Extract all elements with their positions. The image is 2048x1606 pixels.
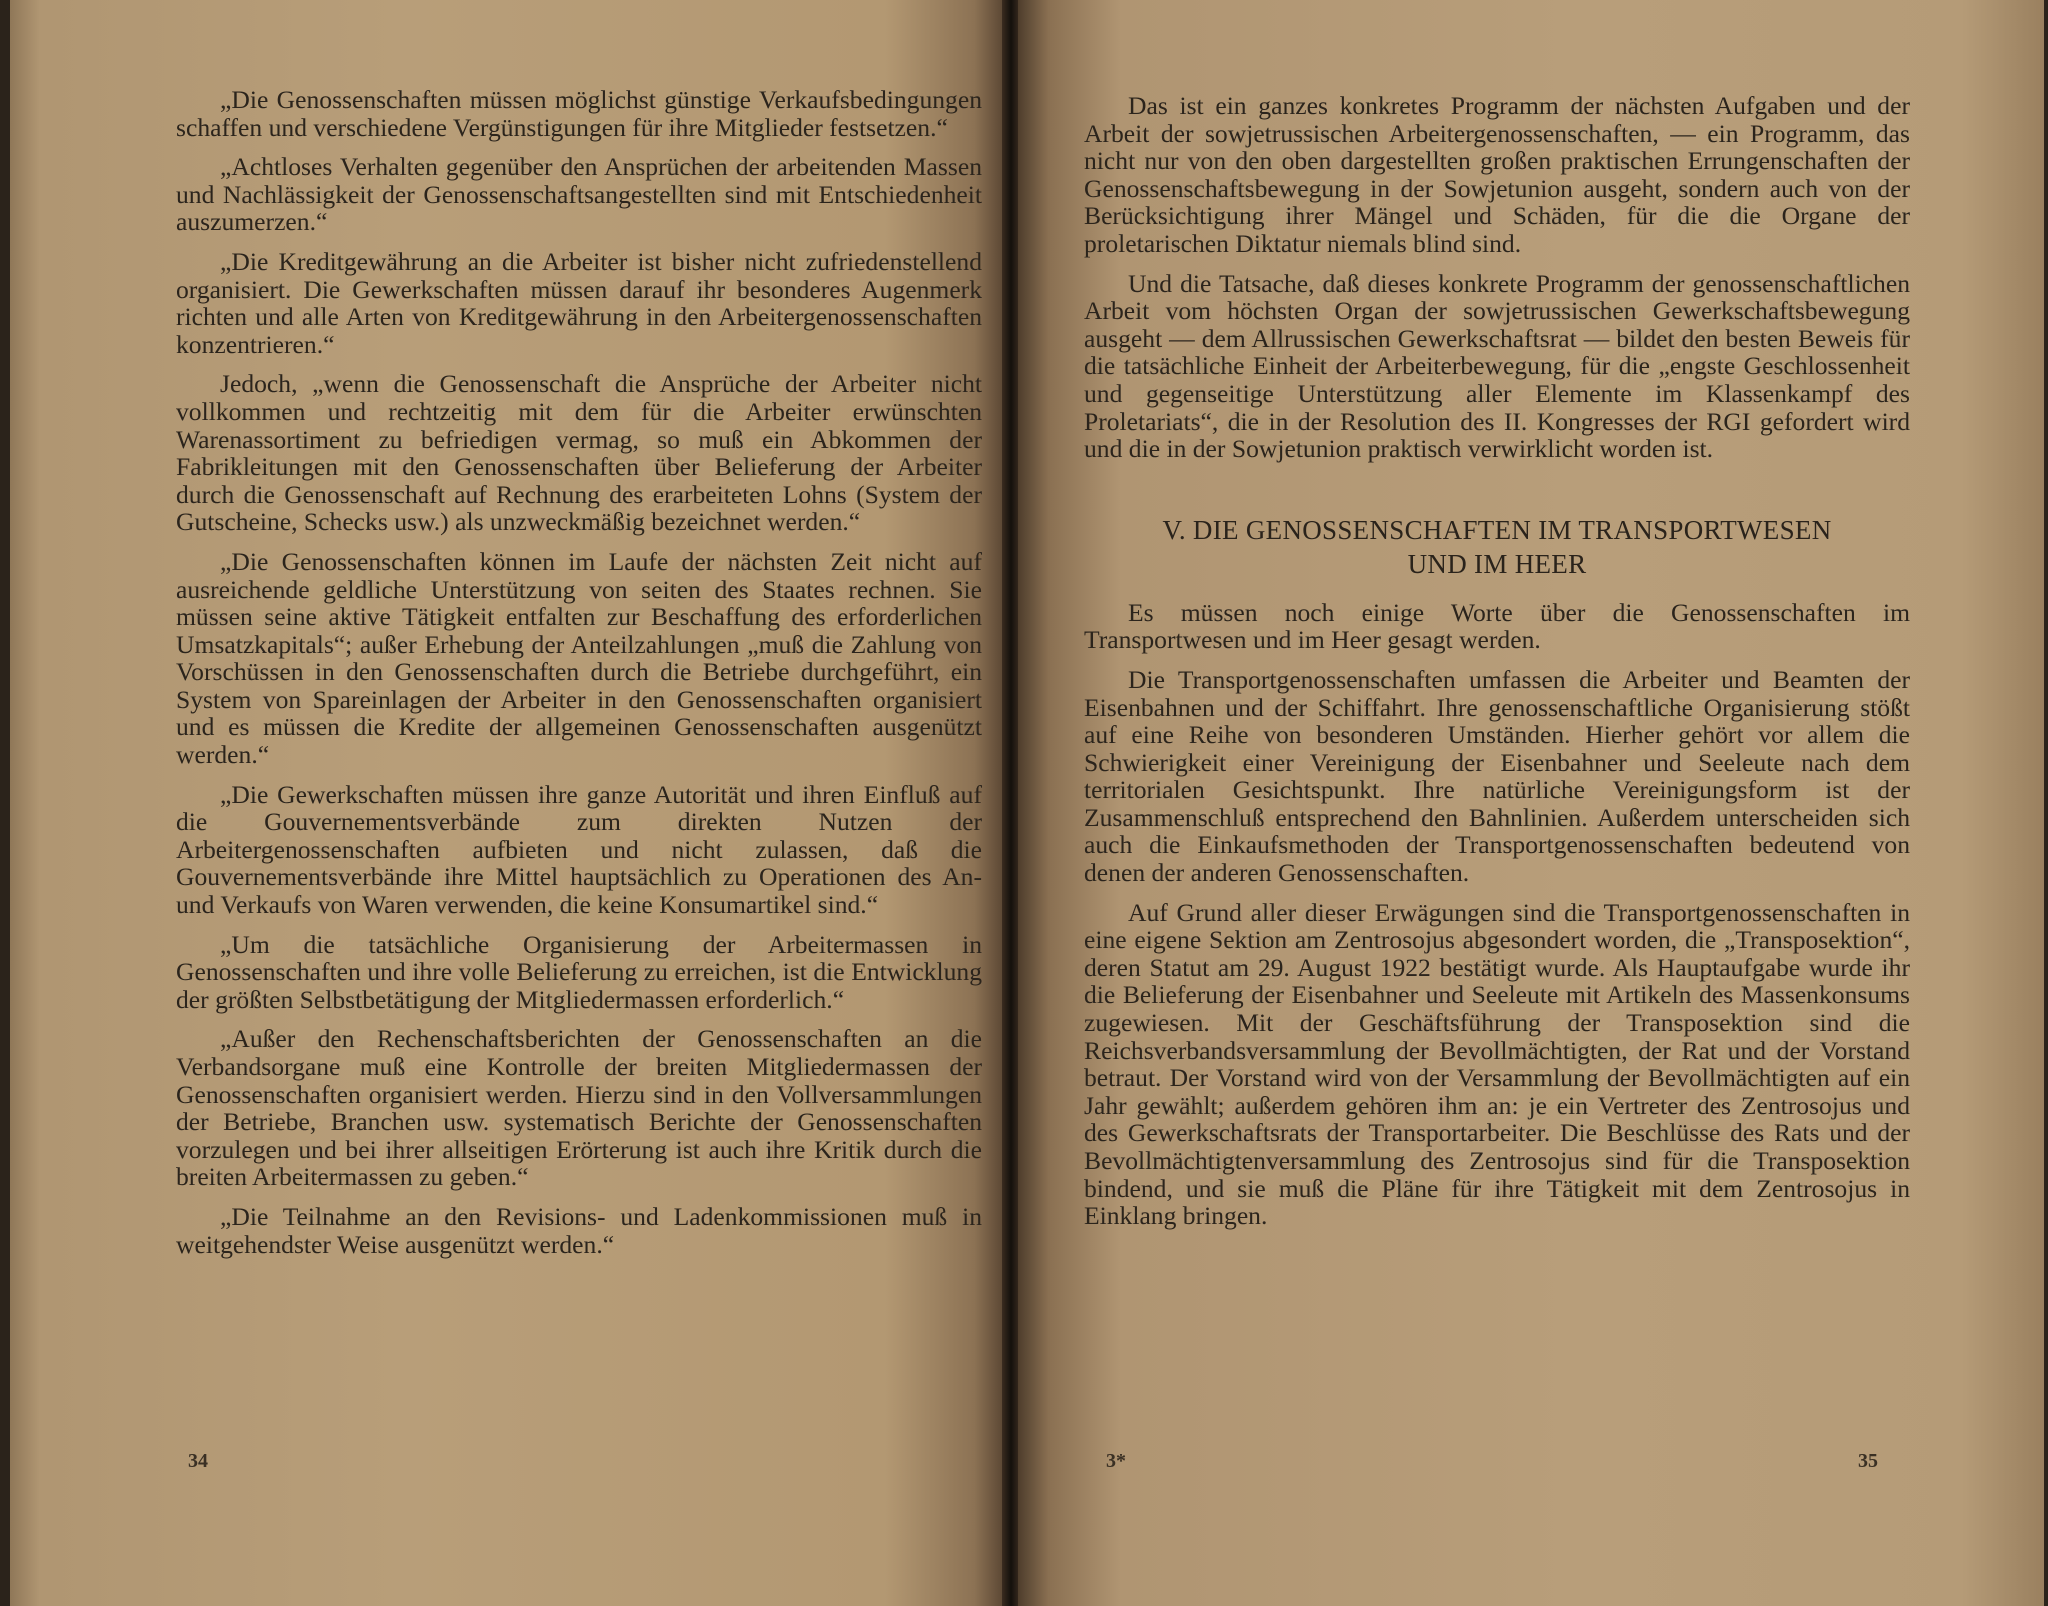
section-heading-line-1: V. DIE GENOSSENSCHAFTEN IM TRANSPORTWESEN — [1162, 514, 1832, 545]
left-page-text — [176, 86, 982, 1270]
left-paragraph-3: „Die Kreditgewährung an die Arbeiter ist bisher nicht zufriedenstellend organisiert. Die Gewerkschaften müssen darauf ihr besonderes Augenmerk richten und alle Arten von Kreditgewährung in den Arbeitergenossenschaften konzentrieren.“ — [176, 246, 982, 359]
section-heading — [1084, 513, 1910, 581]
left-paragraph-7: „Um die tatsächliche Organisierung der Arbeitermassen in Genossenschaften und ihre volle Belieferung zu erreichen, ist die Entwicklung der größten Selbstbetätigung der Mitgliedermassen erforderlich.“ — [176, 929, 982, 1014]
left-paragraph-5: „Die Genossenschaften können im Laufe der nächsten Zeit nicht auf ausreichende geldliche Unterstützung von seiten des Staates rechnen. Sie müssen seine aktive Tätigkeit entfalten zur Beschaffung des erforderlichen Umsatzkapitals“; außer Erhebung der Anteilzahlungen „muß die Zahlung von Vorschüssen in den Genossenschaften durch die Betriebe durchgeführt, ein System von Spareinlagen der Arbeiter in den Genossenschaften organisiert und es müssen die Kredite der allgemeinen Genossenschaften ausgenützt werden.“ — [176, 546, 982, 770]
left-page — [10, 0, 1004, 1606]
left-paragraph-6: „Die Gewerkschaften müssen ihre ganze Autorität und ihren Einfluß auf die Gouvernementsverbände zum direkten Nutzen der Arbeitergenossenschaften aufbieten und nicht zulassen, daß die Gouvernementsverbände ihre Mittel hauptsächlich zu Operationen des An- und Verkaufs von Waren verwenden, die keine Konsumartikel sind.“ — [176, 779, 982, 920]
right-paragraph-2: Und die Tatsache, daß dieses konkrete Programm der genossenschaftlichen Arbeit vom höchsten Organ der sowjetrussischen Gewerkschaftsbewegung ausgeht — dem Allrussischen Gewerkschaftsrat — bildet den besten Beweis für die tatsächliche Einheit der Arbeiterbewegung, für die „engste Geschlossenheit und gegenseitige Unterstützung aller Elemente im Klassenkampf des Proletariats“, die in der Resolution des II. Kongresses der RGI gefordert wird und die in der Sowjetunion praktisch verwirklicht worden ist. — [1084, 268, 1910, 464]
right-page — [1018, 0, 2044, 1606]
right-paragraph-3: Es müssen noch einige Worte über die Genossenschaften im Transportwesen und im Heer gesagt werden. — [1084, 597, 1910, 655]
right-paragraph-4: Die Transportgenossenschaften umfassen die Arbeiter und Beamten der Eisenbahnen und der Schiffahrt. Ihre genossenschaftliche Organisierung stößt auf eine Reihe von besonderen Umständen. Hierher gehört vor allem die Schwierigkeit einer Vereinigung der Eisenbahner und Seeleute nach dem territorialen Gesichtspunkt. Ihre natürliche Vereinigungsform ist der Zusammenschluß entsprechend den Bahnlinien. Außerdem unterscheiden sich auch die Einkaufsmethoden der Transportgenossenschaften bedeutend von denen der anderen Genossenschaften. — [1084, 664, 1910, 888]
section-heading-line-2: UND IM HEER — [1407, 548, 1587, 579]
left-paragraph-2: „Achtloses Verhalten gegenüber den Ansprüchen der arbeitenden Massen und Nachlässigkeit der Genossenschaftsangestellten sind mit Entschiedenheit auszumerzen.“ — [176, 152, 982, 237]
right-paragraph-5: Auf Grund aller dieser Erwägungen sind die Transportgenossenschaften in eine eigene Sektion am Zentrosojus abgesondert worden, die „Transposektion“, deren Statut am 29. August 1922 bestätigt wurde. Als Hauptaufgabe wurde ihr die Belieferung der Eisenbahner und Seeleute mit Artikeln des Massenkonsums zugewiesen. Mit der Geschäftsführung der Transposektion sind die Reichsverbandsversammlung der Bevollmächtigten, der Rat und der Vorstand betraut. Der Vorstand wird von der Versammlung der Bevollmächtigten auf ein Jahr gewählt; außerdem gehören ihm an: je ein Vertreter des Zentrosojus und des Gewerkschaftsrats der Transportarbeiter. Die Beschlüsse des Rats und der Bevollmächtigtenversammlung des Zentrosojus sind für die Transposektion bindend, und sie muß die Pläne für ihre Tätigkeit mit dem Zentrosojus in Einklang bringen. — [1084, 897, 1910, 1231]
left-paragraph-8: „Außer den Rechenschaftsberichten der Genossenschaften an die Verbandsorgane muß eine Kontrolle der breiten Mitgliedermassen der Genossenschaften organisiert werden. Hierzu sind in den Vollversammlungen der Betriebe, Branchen usw. systematisch Berichte der Genossenschaften vorzulegen und bei ihrer allseitigen Erörterung ist auch ihre Kritik durch die breiten Arbeitermassen zu geben.“ — [176, 1024, 982, 1192]
signature-mark: 3* — [1106, 1450, 1126, 1472]
left-page-number: 34 — [188, 1450, 208, 1472]
right-page-number: 35 — [1858, 1450, 1878, 1472]
left-paragraph-4: Jedoch, „wenn die Genossenschaft die Ansprüche der Arbeiter nicht vollkommen und rechtzeitig mit dem für die Arbeiter erwünschten Warenassortiment zu befriedigen vermag, so muß ein Abkommen der Fabrikleitungen mit den Genossenschaften über Belieferung der Arbeiter durch die Genossenschaft auf Rechnung des erarbeiteten Lohns (System der Gutscheine, Schecks usw.) als unzweckmäßig bezeichnet werden.“ — [176, 369, 982, 537]
right-page-text — [1084, 92, 1910, 1242]
left-paragraph-1: „Die Genossenschaften müssen möglichst günstige Verkaufsbedingungen schaffen und verschiedene Vergünstigungen für ihre Mitglieder festsetzen.“ — [176, 85, 982, 142]
left-paragraph-9: „Die Teilnahme an den Revisions- und Ladenkommissionen muß in weitgehendster Weise ausgenützt werden.“ — [176, 1201, 982, 1259]
right-paragraph-1: Das ist ein ganzes konkretes Programm der nächsten Aufgaben und der Arbeit der sowjetrussischen Arbeitergenossenschaften, — ein Programm, das nicht nur von den oben dargestellten großen praktischen Errungenschaften der Genossenschaftsbewegung in der Sowjetunion ausgeht, sondern auch von der Berücksichtigung ihrer Mängel und Schäden, für die die Organe der proletarischen Diktatur niemals blind sind. — [1084, 91, 1910, 258]
